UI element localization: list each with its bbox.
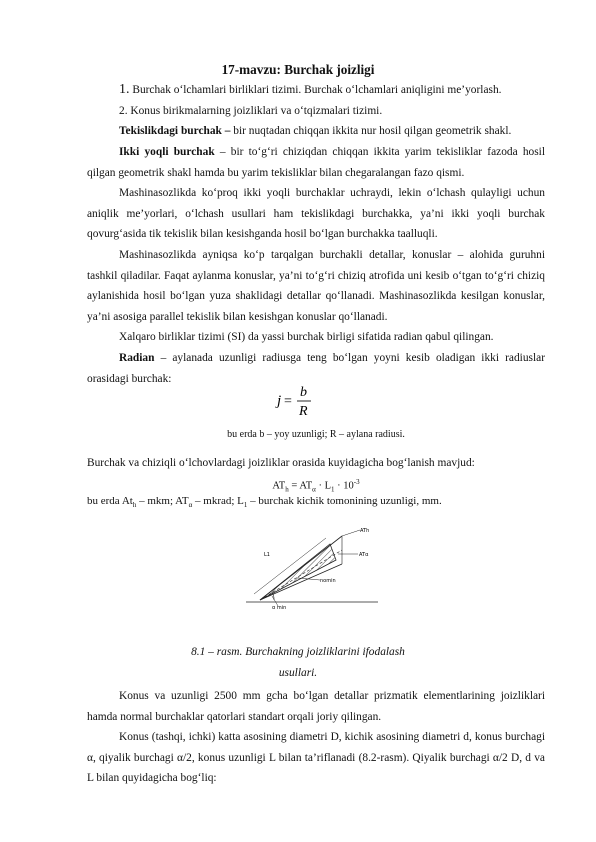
formula-numerator: b — [300, 385, 307, 400]
figure-drawing — [238, 524, 382, 610]
paragraph-cone-params: Konus (tashqi, ichki) katta asosining diametri D, kichik asosining diametri d, konus burchagi α, qiyalik burchagi α/2, konus uzunligi L bilan ta’riflanadi (8.2-rasm). Qiyalik burchagi α/2 D, d va L bilan quyidagicha bog‘liq: — [87, 731, 545, 784]
eq-term: = AT — [288, 480, 313, 492]
note-text: – mkm; AT — [136, 495, 189, 507]
radian-formula — [0, 368, 596, 424]
definition-text: – aylanada uzunligi radiusga teng bo‘lgan yoyni kesib oladigan ikki radiuslar orasidagi burchak: — [87, 352, 545, 385]
eq-term: AT — [272, 480, 286, 492]
eq-term: · L — [315, 480, 332, 492]
note-text: – mkrad; L — [192, 495, 244, 507]
paragraph-si-units: Xalqaro birliklar tizimi (SI) da yassi burchak birligi sifatida radian qabul qilingan. — [119, 331, 494, 343]
note-sub: α — [188, 501, 193, 510]
definition-text: bir nuqtadan chiqqan ikkita nur hosil qilgan geometrik shakl. — [230, 125, 512, 137]
paragraph-machine-building-2: Mashinasozlikda ayniqsa ko‘p tarqalgan burchakli detallar, konuslar – alohida guruhni tashkil qiladilar. Faqat aylanma konuslar, ya’ni to‘g‘ri chiziq atrofida uni kesib o‘tgan to‘g‘ri chiziq aylanishida hosil bo‘lgan yuza shaklidagi detallar qo‘llanadi. Mashinasozlikda kesilgan konuslar, ya’ni asosiga parallel tekislik bilan kesishgan konuslar qo‘llanadi. — [87, 249, 545, 323]
formula-denominator: R — [299, 404, 308, 419]
upper-ray — [260, 536, 342, 600]
list-number-1: 1. — [119, 82, 130, 97]
label-ata: ATα — [359, 552, 369, 558]
figure-caption-line1: 8.1 – rasm. Burchakning joizliklarini ifodalash — [191, 646, 405, 658]
formula-lhs: j — [277, 393, 282, 409]
eq-sub: 1 — [331, 485, 335, 494]
eq-term: · 10 — [334, 480, 354, 492]
note-sub: h — [132, 501, 137, 510]
eq-sup: -3 — [353, 478, 360, 486]
definition-text: – bir to‘g‘ri chiziqdan chiqqan ikkita yarim tekisliklar fazoda hosil qilgan geometrik shakl hamda bu yarim tekisliklar bilan chegaralangan fazo qismi. — [87, 146, 545, 179]
formula-note: bu erda b – yoy uzunligi; R – aylana radiusi. — [227, 429, 405, 440]
equation-note — [87, 491, 545, 516]
label-l1: L1 — [264, 552, 270, 558]
note-sub: 1 — [243, 501, 248, 510]
paragraph-cone-standard: Konus va uzunligi 2500 mm gcha bo‘lgan detallar prizmatik elementlarining joizliklari hamda normal burchaklar qatorlari standart orqali joriy qilingan. — [87, 690, 545, 723]
list-item-2: 2. Konus birikmalarning joizliklari va o‘tqizmalari tizimi. — [119, 105, 383, 117]
eq-sub: α — [312, 485, 316, 494]
formula-graphic — [0, 368, 596, 424]
label-ath: ATh — [360, 528, 370, 534]
definition-plane-angle — [87, 121, 545, 142]
term-plane-angle: Tekislikdagi burchak – — [119, 125, 231, 137]
label-nomin: nomin — [320, 578, 336, 584]
list-item-1 — [87, 80, 545, 101]
ath-leader — [342, 530, 360, 536]
note-text: – burchak kichik tomonining uzunligi, mm. — [247, 495, 442, 507]
angle-tolerance-figure — [238, 524, 382, 610]
note-text: bu erda At — [87, 495, 133, 507]
eq-sub: h — [285, 485, 289, 494]
paragraph-machine-building-1: Mashinasozlikda ko‘proq ikki yoqli burchaklar uchraydi, lekin o‘lchash qulayligi uchun aniqlik me’yorlari, o‘lchash usullari ham tekislikdagi burchakka, ya’ni ikki yoqli burchak qovurg‘asida tik tekislik bilan kesishganda hosil bo‘lgan burchakka taalluqli. — [87, 187, 545, 240]
page-title: 17-mavzu: Burchak joizligi — [221, 62, 375, 77]
paragraph-relationship: Burchak va chiziqli o‘lchovlardagi joizliklar orasida kuyidagicha bog‘lanish mavjud: — [87, 457, 475, 469]
term-radian: Radian — [119, 352, 155, 364]
label-amin: α min — [272, 605, 287, 610]
definition-dihedral-angle — [87, 142, 545, 183]
list-text-1: Burchak o‘lchamlari birliklari tizimi. Burchak o‘lchamlari aniqligini me’yorlash. — [129, 84, 502, 96]
figure-caption-line2: usullari. — [278, 667, 318, 679]
formula-equals: = — [284, 394, 292, 409]
term-dihedral-angle: Ikki yoqli burchak — [119, 146, 215, 158]
